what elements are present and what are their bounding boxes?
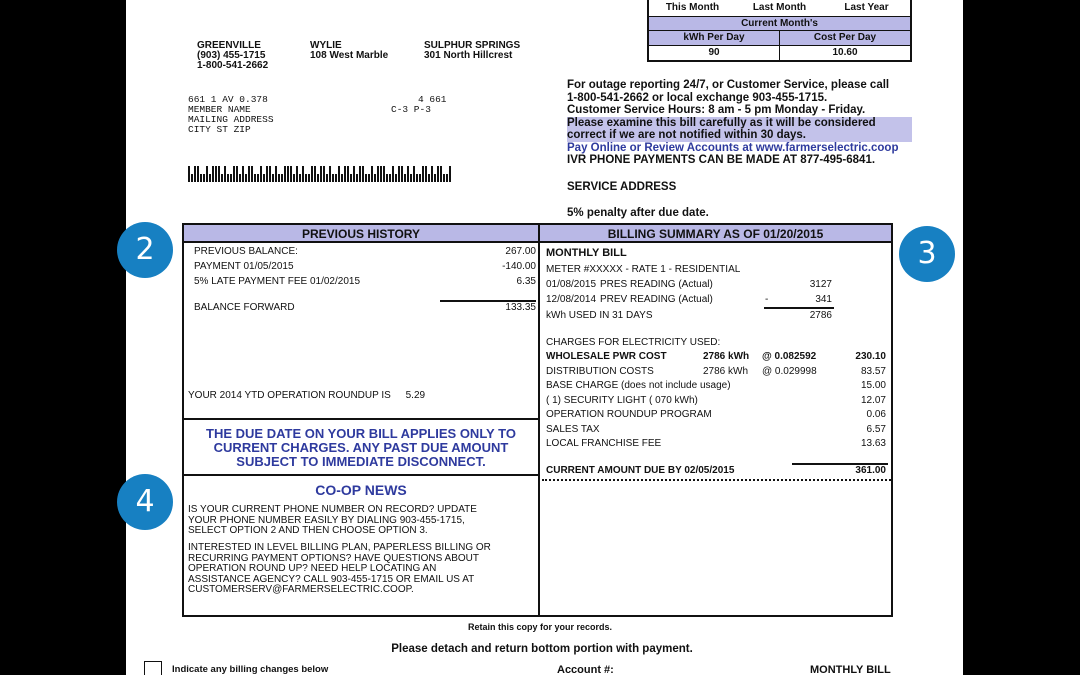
callout-badge-3: 3 [899,226,955,282]
barcode-bar [188,166,190,182]
history-row: PREVIOUS BALANCE: 267.00 [194,246,536,257]
barcode-bar [386,174,388,182]
barcode-bar [410,174,412,182]
barcode-bar [197,166,199,182]
barcode-bar [221,174,223,182]
customer-info [567,79,927,167]
barcode-bar [428,174,430,182]
postal-barcode [188,164,451,182]
info-line7: IVR PHONE PAYMENTS CAN BE MADE AT 877-495-6841. [567,154,876,166]
detach-note: Please detach and return bottom portion with payment. [391,643,693,655]
barcode-bar [368,174,370,182]
barcode-bar [191,174,193,182]
barcode-bar [431,166,433,182]
barcode-bar [302,166,304,182]
barcode-bar [287,166,289,182]
prev-label: PREV READING (Actual) [600,294,713,305]
office-tollfree: 1-800-541-2662 [197,60,269,71]
barcode-bar [278,174,280,182]
office-city: SULPHUR SPRINGS [424,40,521,51]
barcode-bar [281,174,283,182]
column-divider [538,225,540,615]
member-name: MEMBER NAME [188,104,251,115]
barcode-bar [341,174,343,182]
barcode-bar [422,166,424,182]
office-phone: (903) 455-1715 [197,50,266,61]
office-sulphur-springs [424,41,520,61]
barcode-bar [224,166,226,182]
barcode-bar [374,174,376,182]
barcode-bar [218,166,220,182]
barcode-bar [314,166,316,182]
barcode-bar [449,166,451,182]
barcode-bar [284,166,286,182]
barcode-bar [362,166,364,182]
barcode-bar [398,166,400,182]
history-rows [194,246,536,291]
barcode-bar [356,174,358,182]
pres-date: 01/08/2015 [546,279,597,290]
due-notice-top-rule [184,418,538,420]
roundup-label: YOUR 2014 YTD OPERATION ROUNDUP IS [188,390,391,401]
prev-value: 341 [815,294,832,305]
coop-news-title: CO-OP NEWS [315,482,407,498]
charge-row: ( 1) SECURITY LIGHT ( 070 kWh) 12.07 [546,394,886,406]
barcode-bar [305,174,307,182]
barcode-bar [407,166,409,182]
barcode-bar [245,174,247,182]
barcode-bar [227,174,229,182]
roundup-value: 5.29 [405,390,426,401]
pres-label: PRES READING (Actual) [600,279,713,290]
kwh-per-day-value: 90 [708,47,720,58]
barcode-bar [242,166,244,182]
mailing-line1: 661 1 AV 0.378 [188,94,268,105]
charge-row: OPERATION ROUNDUP PROGRAM 0.06 [546,409,886,420]
barcode-bar [392,166,394,182]
barcode-bar [320,166,322,182]
barcode-bar [353,166,355,182]
bill-page [126,0,963,675]
office-address: 301 North Hillcrest [424,50,513,61]
barcode-bar [332,174,334,182]
charge-row: DISTRIBUTION COSTS 2786 kWh @ 0.029998 83.57 [546,365,886,377]
coop-news-p2: INTERESTED IN LEVEL BILLING PLAN, PAPERLESS BILLING OR RECURRING PAYMENT OPTIONS? HAVE QUESTIONS ABOUT OPERATION ROUND UP? NEED HELP LOCATING AN ASSISTANCE AGENCY? CALL 903-455-1715 OR EMAIL US AT CUSTOMERSERV@FARMERSELECTRIC.COOP. [188,542,491,595]
barcode-bar [230,174,232,182]
barcode-bar [254,174,256,182]
barcode-bar [272,174,274,182]
charges-header: CHARGES FOR ELECTRICITY USED: [546,337,721,348]
barcode-bar [248,166,250,182]
barcode-bar [344,166,346,182]
barcode-bar [335,174,337,182]
barcode-bar [299,174,301,182]
barcode-bar [275,166,277,182]
billing-summary-title: BILLING SUMMARY AS OF 01/20/2015 [540,225,891,243]
pay-online-link[interactable]: Pay Online or Review Accounts at www.farmerselectric.coop [567,141,899,154]
barcode-bar [308,174,310,182]
barcode-bar [239,174,241,182]
coop-news-p1: IS YOUR CURRENT PHONE NUMBER ON RECORD? UPDATE YOUR PHONE NUMBER EASILY BY DIALING 903-455-1715, SELECT OPTION 2 AND THEN CHOOSE OPTION 3. [188,504,477,536]
barcode-bar [290,166,292,182]
mailing-block [188,95,468,135]
balance-forward-value: 133.35 [505,302,536,313]
balance-forward-row [194,302,536,314]
barcode-bar [416,174,418,182]
due-date-notice: THE DUE DATE ON YOUR BILL APPLIES ONLY TO CURRENT CHARGES. ANY PAST DUE AMOUNT SUBJECT TO IMMEDIATE DISCONNECT. [206,426,516,469]
barcode-bar [380,166,382,182]
office-address: 108 West Marble [310,50,389,61]
charge-row: BASE CHARGE (does not include usage) 15.00 [546,380,886,391]
current-amount-label: CURRENT AMOUNT DUE BY 02/05/2015 [546,465,735,476]
barcode-bar [236,166,238,182]
barcode-bar [383,166,385,182]
barcode-bar [323,166,325,182]
barcode-bar [215,166,217,182]
prev-date: 12/08/2014 [546,294,597,305]
barcode-bar [404,174,406,182]
service-address: SERVICE ADDRESS [567,181,677,193]
usage-current-month-bar: Current Month's [649,16,910,30]
info-line3: Customer Service Hours: 8 am - 5 pm Monday - Friday. [567,104,866,116]
barcode-bar [206,166,208,182]
barcode-bar [443,174,445,182]
mailing-address: MAILING ADDRESS [188,114,274,125]
news-top-rule [184,474,538,476]
kwh-used-label: kWh USED IN 31 DAYS [546,310,653,321]
meter-line: METER #XXXXX - RATE 1 - RESIDENTIAL [546,264,741,275]
kwh-per-day-label: kWh Per Day [649,31,779,45]
barcode-bar [413,166,415,182]
history-row: PAYMENT 01/05/2015 -140.00 [194,261,536,272]
barcode-bar [440,166,442,182]
barcode-bar [317,174,319,182]
barcode-bar [296,166,298,182]
info-line2: 1-800-541-2662 or local exchange 903-455-1715. [567,91,828,104]
detach-dotted-rule [542,479,891,481]
info-line1: For outage reporting 24/7, or Customer Service, please call [567,79,890,91]
cost-per-day-label: Cost Per Day [779,31,910,45]
retain-note: Retain this copy for your records. [467,622,613,632]
usage-col-values [649,45,910,60]
usage-table [647,0,912,62]
kwh-rule [764,307,834,309]
balance-forward-label: BALANCE FORWARD [194,302,295,313]
charge-row: WHOLESALE PWR COST 2786 kWh @ 0.082592 230.10 [546,351,886,362]
barcode-bar [266,166,268,182]
monthly-bill-heading: MONTHLY BILL [546,247,627,259]
footer-monthly-bill: MONTHLY BILL [810,664,891,675]
barcode-bar [425,166,427,182]
barcode-bar [395,174,397,182]
barcode-bar [329,166,331,182]
usage-header-last-month: Last Month [752,1,807,13]
info-line4: Please examine this bill carefully as it will be considered [567,117,912,130]
barcode-bar [209,174,211,182]
pres-value: 3127 [809,279,832,290]
charge-row: SALES TAX 6.57 [546,423,886,435]
usage-headers [649,0,910,16]
barcode-bar [233,166,235,182]
charge-row: LOCAL FRANCHISE FEE 13.63 [546,438,886,449]
charges-list [546,351,888,453]
cost-per-day-value: 10.60 [779,46,910,60]
history-row: 5% LATE PAYMENT FEE 01/02/2015 6.35 [194,276,536,287]
barcode-bar [326,174,328,182]
office-city: GREENVILLE [197,40,261,51]
account-label: Account #: [557,664,614,675]
barcode-bar [350,174,352,182]
barcode-bar [359,166,361,182]
barcode-bar [371,166,373,182]
current-amount-value: 361.00 [855,465,886,476]
barcode-bar [251,166,253,182]
kwh-used-value: 2786 [809,310,832,321]
barcode-bar [194,166,196,182]
penalty-note: 5% penalty after due date. [567,207,709,219]
barcode-bar [311,166,313,182]
barcode-bar [257,174,259,182]
barcode-bar [203,174,205,182]
roundup-row [188,390,425,402]
barcode-bar [377,166,379,182]
usage-header-this-month: This Month [665,1,720,13]
callout-badge-2: 2 [117,222,173,278]
barcode-bar [401,166,403,182]
prev-minus: - [765,294,769,305]
barcode-bar [200,174,202,182]
bill-frame [182,223,893,617]
billing-changes-checkbox[interactable] [144,661,162,675]
mailing-route: C-3 P-3 [391,104,431,115]
billing-changes-label: Indicate any billing changes below [172,664,329,675]
usage-col-labels [649,30,910,45]
mailing-city: CITY ST ZIP [188,124,251,135]
barcode-bar [293,174,295,182]
office-city: WYLIE [310,40,342,51]
barcode-bar [365,174,367,182]
barcode-bar [446,174,448,182]
barcode-bar [269,166,271,182]
barcode-bar [437,166,439,182]
barcode-bar [347,166,349,182]
barcode-bar [389,174,391,182]
barcode-bar [263,174,265,182]
mailing-line1b: 4 661 [418,94,447,105]
barcode-bar [338,166,340,182]
barcode-bar [212,166,214,182]
barcode-bar [419,174,421,182]
barcode-bar [260,166,262,182]
barcode-bar [434,174,436,182]
callout-badge-4: 4 [117,474,173,530]
office-wylie [310,41,388,61]
previous-history-title: PREVIOUS HISTORY [184,225,538,243]
usage-header-last-year: Last Year [844,1,889,13]
office-greenville [197,41,268,71]
info-line5: correct if we are not notified within 30 days. [567,129,912,142]
